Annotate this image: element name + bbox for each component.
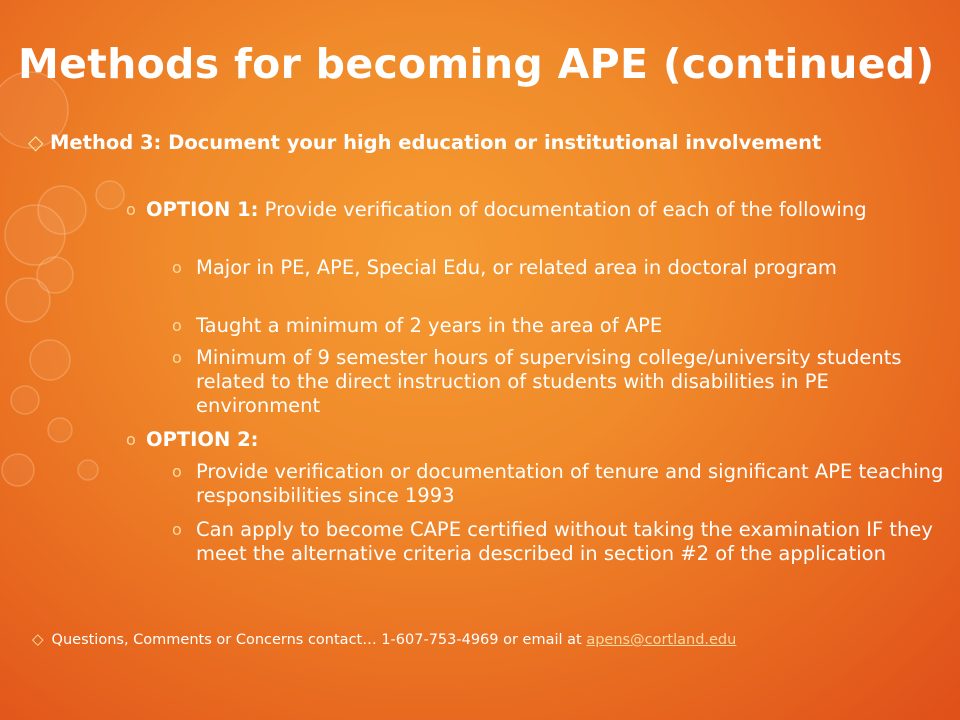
option-1-item xyxy=(172,314,952,338)
option-1-item-text: Taught a minimum of 2 years in the area of APE xyxy=(196,314,663,337)
circle-bullet-icon: o xyxy=(172,520,182,539)
contact-text: Questions, Comments or Concerns contact… 1-607-753-4969 or email at xyxy=(51,632,587,648)
diamond-bullet-icon: ◇ xyxy=(32,630,44,648)
option-1-bullet xyxy=(126,198,926,222)
option-2-bullet xyxy=(126,428,926,452)
option-2-item xyxy=(172,460,952,508)
option-2-item-text: Can apply to become CAPE certified without taking the examination IF they meet the alternative criteria described in section #2 of the application xyxy=(196,518,933,565)
option-2-label: OPTION 2: xyxy=(146,428,259,451)
circle-bullet-icon: o xyxy=(126,430,136,449)
method-3-bullet xyxy=(28,130,928,155)
email-link[interactable]: apens@cortland.edu xyxy=(586,632,737,648)
circle-bullet-icon: o xyxy=(172,258,182,277)
option-1-item xyxy=(172,256,952,280)
option-2-item-text: Provide verification or documentation of tenure and significant APE teaching responsibilities since 1993 xyxy=(196,460,944,507)
circle-bullet-icon: o xyxy=(172,316,182,335)
contact-footer xyxy=(32,630,736,648)
option-1-text: Provide verification of documentation of each of the following xyxy=(258,198,867,221)
option-1-item-text: Major in PE, APE, Special Edu, or related area in doctoral program xyxy=(196,256,837,279)
circle-bullet-icon: o xyxy=(126,200,136,219)
option-2-item xyxy=(172,518,952,566)
circle-bullet-icon: o xyxy=(172,348,182,367)
option-1-item xyxy=(172,346,952,418)
slide-title: Methods for becoming APE (continued) xyxy=(18,40,935,88)
circle-bullet-icon: o xyxy=(172,462,182,481)
method-3-label: Method 3: Document your high education or institutional involvement xyxy=(50,131,822,154)
option-1-label: OPTION 1: xyxy=(146,198,259,221)
option-1-item-text: Minimum of 9 semester hours of supervising college/university students related to the direct instruction of students with disabilities in PE environment xyxy=(196,346,902,417)
diamond-bullet-icon: ◇ xyxy=(28,130,44,154)
